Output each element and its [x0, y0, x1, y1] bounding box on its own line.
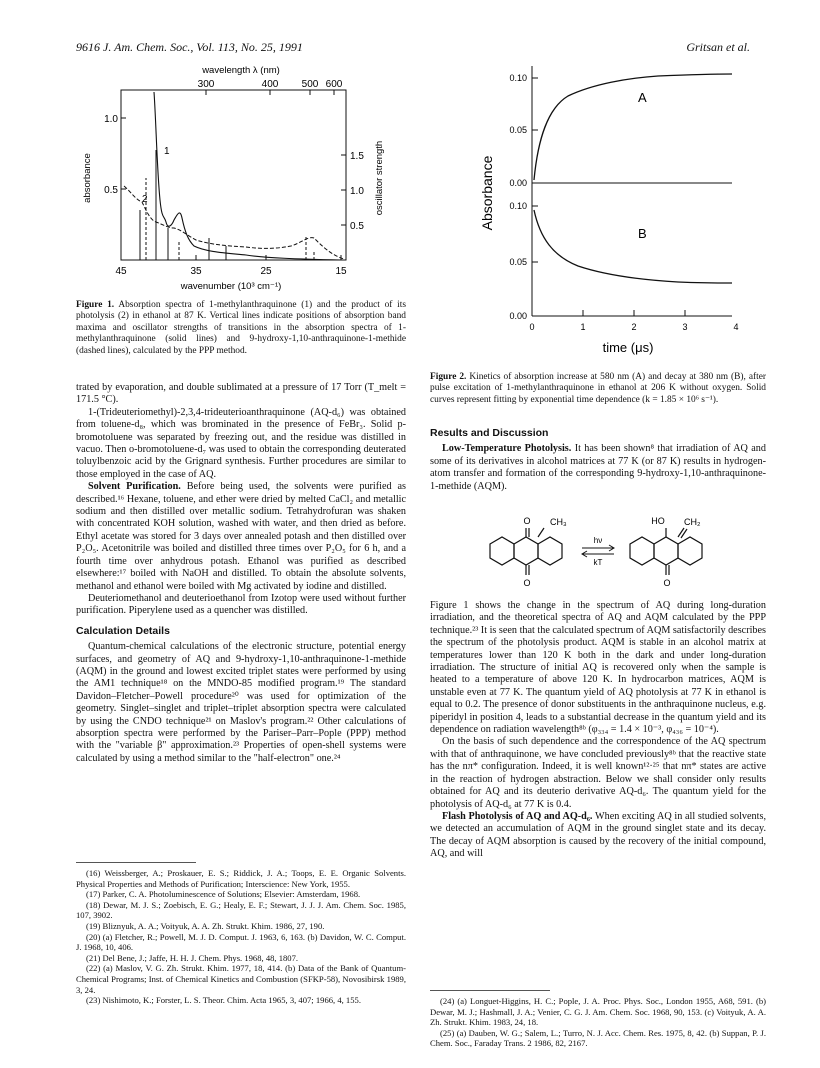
fig1-right-tick: 1.0 [350, 186, 364, 197]
figure-1-spectrum [76, 60, 406, 296]
figure-2-caption [430, 372, 766, 406]
right-column-body [430, 600, 766, 861]
left-footnotes [76, 868, 406, 1006]
footnote-rule [430, 990, 550, 991]
scheme-o-top: O [523, 516, 531, 526]
fig1-right-tick: 0.5 [350, 221, 364, 232]
footnote: (20) (a) Fletcher, R.; Powell, M. J. D. Comput. J. 1963, 6, 163. (b) Davidon, W. C. Comput. J. 1968, 10, 406. [76, 931, 406, 953]
paragraph [430, 443, 766, 493]
fig1-dashed-stick-lines [146, 178, 314, 260]
figure-2-kinetics [468, 58, 768, 370]
paragraph: Figure 1 shows the change in the spectrum of AQ during long-duration irradiation, and the theoretical spectra of AQ and AQM calculated by the PPP technique.²³ It is seen that the calculated spectrum of AQM satisfactorily describes the spectrum of the photolysis product. AQM is stable in an alcohol matrix at temperatures lower than 120 K both in the dark and under long-duration irradiation. The structure of initial AQ is recovered only when the sample is heated to a temperature of above 120 K. In hydrocarbon matrices, AQM is unstable even at 77 K. The quantum yield of AQ photolysis at 77 K in ethanol is equal to 0.2. The presence of donor substituents in the anthraquinone nucleus, e.g. piperidyl in position 4, leads to a substantial decrease in the quantum yield and its dependence on radiation wavelength⁸ᵇ (φ₃₃₄ = 1.4 × 10⁻³, φ₄₃₆ = 10⁻⁴). [430, 600, 766, 736]
section-heading: Calculation Details [76, 624, 170, 637]
paragraph-text: When exciting AQ in all studied solvents, we detected an accumulation of AQM in the ground singlet state and its decay. The decay of AQM absorption is caused by the recovery of the initial compound, AQ, and will [430, 810, 766, 860]
reactant-structure [490, 528, 562, 575]
right-footnotes [430, 996, 766, 1049]
scheme-ho: HO [651, 516, 665, 526]
paragraph: Deuteriomethanol and deuterioethanol from Izotop were used without further purification. Piperylene used as a quencher was distilled. [76, 592, 406, 617]
fig1-top-tick: 300 [197, 79, 215, 90]
fig2-x-tick: 3 [682, 322, 688, 332]
fig2-lower-tick: 0.10 [509, 201, 527, 211]
fig2-panel-a-label: A [638, 90, 647, 105]
fig1-bottom-axis-label: wavenumber (10³ cm⁻¹) [180, 281, 282, 292]
scheme-kt-label: kT [593, 558, 603, 567]
paragraph-lead: Low-Temperature Photolysis. [442, 443, 572, 455]
scheme-ch2: CH₂ [684, 517, 701, 527]
paragraph: Quantum-chemical calculations of the electronic structure, potential energy surfaces, and geometry of AQ and 9-hydroxy-1,10-anthraquinone-1-methide (AQM) in the ground and lowest excited triplet states were performed by using the AM1 technique¹⁸ on the MNDO-85 modified program.¹⁹ The standard Davidon–Fletcher–Powell procedure²⁰ was used for optimization of the geometry. Singlet–singlet and triplet–triplet absorption spectra were calculated by using the CNDO technique²¹ on Maslov's program.²² Other calculations of absorption spectra were performed by the Pariser–Parr–Pople (PPP) method with the "variable β" approximation.²³ Properties of open-shell systems were calculated by using a method similar to the "half-electron" one.²⁴ [76, 641, 406, 764]
fig2-x-tick: 4 [733, 322, 739, 332]
scheme-o-bottom: O [523, 578, 531, 588]
fig2-curve-b [534, 210, 732, 283]
running-header-right: Gritsan et al. [686, 40, 750, 54]
fig2-lower-tick: 0.00 [509, 311, 527, 321]
fig1-left-tick: 1.0 [104, 114, 118, 125]
footnote-rule [76, 862, 196, 863]
scheme-ch3: CH₃ [550, 517, 567, 527]
fig2-lower-tick: 0.05 [509, 257, 527, 267]
fig1-bottom-tick: 15 [335, 266, 347, 277]
footnote: (16) Weissberger, A.; Proskauer, E. S.; Riddick, J. A.; Toops, E. E. Organic Solvents. Physical Properties and Methods of Purification; Interscience: New York, 1955. [76, 868, 406, 889]
running-header-left: 9616 J. Am. Chem. Soc., Vol. 113, No. 25, 1991 [76, 40, 303, 54]
paragraph-lead: Solvent Purification. [88, 481, 181, 493]
fig2-x-tick: 2 [631, 322, 637, 332]
fig2-x-tick: 0 [529, 322, 535, 332]
fig2-curve-a [534, 74, 732, 180]
footnote: (23) Nishimoto, K.; Forster, L. S. Theor. Chim. Acta 1965, 3, 407; 1966, 4, 155. [86, 995, 361, 1006]
fig1-left-axis-label: absorbance [82, 153, 93, 203]
scheme-hv-label: hν [593, 536, 603, 545]
product-structure [630, 528, 702, 575]
fig1-bottom-tick: 25 [260, 266, 272, 277]
fig1-bottom-tick: 35 [190, 266, 202, 277]
paragraph-lead: Flash Photolysis of AQ and AQ-d₆. [442, 810, 593, 822]
paragraph: trated by evaporation, and double sublimated at a pressure of 17 Torr (T_melt = 171.5 °C). [76, 382, 406, 406]
left-column [76, 382, 406, 765]
paragraph-text: It has been shown⁸ that irradiation of AQ and some of its derivatives in alcohol matrices at 77 K (or 87 K) results in hydrogen-atom transfer and formation of the corresponding 9-hydroxy-1,10-anthraquinone-1-methide (AQM). [430, 443, 766, 492]
fig2-x-axis-label: time (μs) [602, 340, 654, 355]
fig1-curve-2 [124, 186, 344, 259]
figure-1-caption-label: Figure 1. [76, 300, 115, 310]
footnote: (21) Del Bene, J.; Jaffe, H. H. J. Chem. Phys. 1968, 48, 1807. [86, 952, 299, 963]
fig1-top-tick: 600 [325, 79, 343, 90]
paragraph: On the basis of such dependence and the correspondence of the AQ spectrum with that of anthraquinone, we have concluded previously⁸ᵇ that the reactive state has the nπ* configuration. Indeed, it is well known¹²·²⁵ that nπ* states are active in the reaction of hydrogen abstraction. Below we shall consider only results obtained for AQ and its deuterio derivative AQ-d₆. The quantum yield for the photolysis of AQ-d₆ at 77 K is 0.4. [430, 736, 766, 810]
footnote: (22) (a) Maslov, V. G. Zh. Strukt. Khim. 1977, 18, 414. (b) Data of the Bank of Quantum-Chemical Programs; Inst. of Chemical Kinetics and Combustion (SFKP-58), Novosibirsk 1989, 3, 24. [76, 963, 406, 995]
fig1-top-tick: 500 [301, 79, 319, 90]
fig2-upper-tick: 0.10 [509, 73, 527, 83]
footnote: (24) (a) Longuet-Higgins, H. C.; Pople, J. A. Proc. Phys. Soc., London 1955, A68, 591. (b) Dewar, M. J.; Hashmall, J. A.; Venier, C. G. J. Am. Chem. Soc. 1968, 90, 153. (c) Voityuk, A. A. Zh. Strukt. Khim. 1983, 24, 18. [430, 996, 766, 1028]
paragraph: 1-(Trideuteriomethyl)-2,3,4-trideuterioanthraquinone (AQ-d₆) was obtained from toluene-d₈, which was brominated in the presence of FeBr₃. Solid p-bromotoluene was separated by freezing out, and the residue was distilled in vacuo. Then o-bromotoluene-d₇ was used to obtain the corresponding deuterated toluylbenzoic acid by the Grignard synthesis. Further procedures are similar to those employed in the case of AQ. [76, 406, 406, 480]
figure-1-caption [76, 300, 406, 357]
paragraph [76, 481, 406, 593]
fig1-right-axis-label: oscillator strength [374, 140, 385, 216]
paragraph-text: Before being used, the solvents were purified as described.¹⁶ Hexane, toluene, and ether were dried by melted CaCl₂ and metallic sodium and then distilled over metallic sodium. Tetrahydrofuran was shaken with concentrated KOH solution, washed with water, and then dried as before. Ethyl acetate was stored for 3 days over annealed potash and then distilled over P₂O₅. Acetonitrile was boiled and distilled three times over P₂O₅ for 6 h, and a fourth time over anhydrous potash. Ethanol was purified as described elsewhere:¹⁷ boiled with NaOH and distilled. To obtain the absolute solvents, methanol and ethanol were boiled with Mg activated by iodine and distilled. [76, 481, 406, 592]
scheme-o-product: O [663, 578, 671, 588]
fig1-curve-label-2: 2 [142, 194, 148, 205]
fig1-left-tick: 0.5 [104, 185, 118, 196]
footnote: (18) Dewar, M. J. S.; Zoebisch, E. G.; Healy, E. F.; Stewart, J. J. J. Am. Chem. Soc. 1985, 107, 3902. [76, 899, 406, 921]
fig1-right-tick: 1.5 [350, 151, 364, 162]
fig1-top-axis-label: wavelength λ (nm) [202, 65, 280, 76]
figure-1-caption-text: Absorption spectra of 1-methylanthraquinone (1) and the product of its photolysis (2) in ethanol at 87 K. Vertical lines indicate positions of absorption band maxima and oscillator strengths of transitions in the absorption spectra of 1-methylanthraquinone (solid lines) and 9-hydroxy-1,10-anthraquinone-1-methide (dashed lines), calculated by the PPP method. [76, 300, 407, 356]
fig1-curve-1 [154, 92, 341, 260]
reaction-scheme [470, 514, 730, 596]
footnote: (19) Bliznyuk, A. A.; Voityuk, A. A. Zh. Strukt. Khim. 1986, 27, 190. [86, 920, 325, 931]
scheme-arrows [582, 545, 614, 557]
paragraph [430, 811, 766, 861]
right-column-top [430, 420, 766, 493]
fig2-upper-tick: 0.05 [509, 125, 527, 135]
fig2-panel-b-label: B [638, 226, 647, 241]
fig1-curve-label-1: 1 [164, 146, 170, 157]
fig1-bottom-tick: 45 [115, 266, 127, 277]
fig2-upper-tick: 0.00 [509, 178, 527, 188]
footnote: (17) Parker, C. A. Photoluminescence of Solutions; Elsevier: Amsterdam, 1968. [86, 889, 361, 900]
figure-2-caption-label: Figure 2. [430, 372, 467, 382]
footnote: (25) (a) Dauben, W. G.; Salem, L.; Turro, N. J. Acc. Chem. Res. 1975, 8, 42. (b) Suppan, P. J. Chem. Soc., Faraday Trans. 2 1986, 82, 2167. [430, 1027, 766, 1049]
fig1-top-tick: 400 [261, 79, 279, 90]
fig2-y-axis-label: Absorbance [479, 155, 495, 231]
figure-2-caption-text: Kinetics of absorption increase at 580 nm (A) and decay at 380 nm (B), after pulse excitation of 1-methylanthraquinone in ethanol at 206 K without oxygen. Solid curves represent fitting by exponential time dependence (k = 1.85 × 10⁶ s⁻¹). [430, 372, 767, 405]
fig2-x-tick: 1 [580, 322, 586, 332]
section-heading: Results and Discussion [430, 427, 549, 439]
